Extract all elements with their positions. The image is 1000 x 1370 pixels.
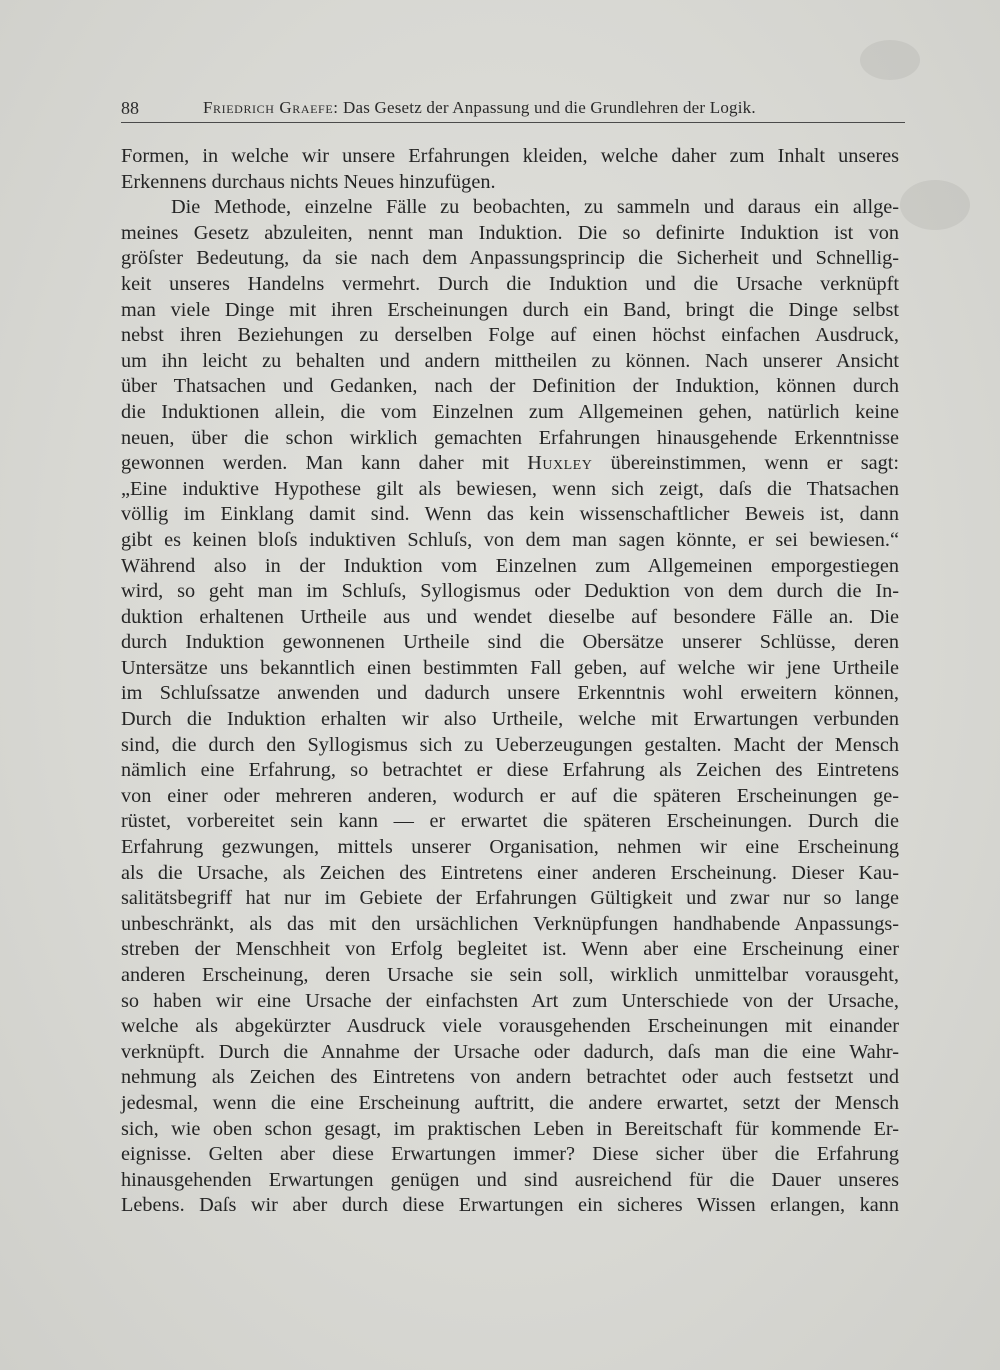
text-line: neuen, über die schon wirklich gemachten Erfahrungen hinausgehende Erkenntnisse bbox=[121, 426, 899, 449]
text-line: durch Induktion gewonnenen Urtheile sind die Obersätze unserer Schlüsse, deren bbox=[121, 631, 899, 654]
text-line-with-name bbox=[121, 451, 899, 477]
text-line: welche als abgekürzter Ausdruck viele vorausgehenden Erscheinungen mit einander bbox=[121, 1015, 899, 1038]
text-line: meines Gesetz abzuleiten, nennt man Induktion. Die so definirte Induktion ist von bbox=[121, 221, 899, 244]
paragraph-start-line: Die Methode, einzelne Fälle zu beobachten, zu sammeln und daraus ein allge- bbox=[171, 196, 899, 219]
text-segment: übereinstimmen, wenn er sagt: bbox=[592, 452, 900, 475]
paper-stain bbox=[860, 40, 920, 80]
text-line: streben der Menschheit von Erfolg begleitet ist. Wenn aber eine Erscheinung einer bbox=[121, 938, 899, 961]
text-line: um ihn leicht zu behalten und andern mittheilen zu können. Nach unserer Ansicht bbox=[121, 349, 899, 372]
text-line: duktion erhaltenen Urtheile aus und wendet dieselbe auf besondere Fälle an. Die bbox=[121, 605, 899, 628]
text-line: jedesmal, wenn die eine Erscheinung auftritt, die andere erwartet, setzt der Mensch bbox=[121, 1091, 899, 1114]
text-line: Lebens. Daſs wir aber durch diese Erwartungen ein sicheres Wissen erlangen, kann bbox=[121, 1194, 899, 1217]
text-line: verknüpft. Durch die Annahme der Ursache oder dadurch, daſs man die eine Wahr- bbox=[121, 1040, 899, 1063]
text-line: sich, wie oben schon gesagt, im praktischen Leben in Bereitschaft für kommende Er- bbox=[121, 1117, 899, 1140]
text-line: nämlich eine Erfahrung, so betrachtet er diese Erfahrung als Zeichen des Eintretens bbox=[121, 759, 899, 782]
text-line: „Eine induktive Hypothese gilt als bewiesen, wenn sich zeigt, daſs die Thatsachen bbox=[121, 477, 899, 500]
text-segment: gewonnen werden. Man kann daher mit bbox=[121, 452, 509, 475]
text-line: gröſster Bedeutung, da sie nach dem Anpassungsprincip die Sicherheit und Schnellig- bbox=[121, 247, 899, 270]
text-line: Erkennens durchaus nichts Neues hinzufügen. bbox=[121, 170, 496, 193]
text-line: eignisse. Gelten aber diese Erwartungen immer? Diese sicher über die Erfahrung bbox=[121, 1143, 899, 1166]
text-line: nehmung als Zeichen des Eintretens von andern betrachtet oder auch festsetzt und bbox=[121, 1066, 899, 1089]
text-line: die Induktionen allein, die vom Einzelnen zum Allgemeinen gehen, natürlich keine bbox=[121, 400, 899, 423]
text-line: wird, so geht man im Schluſs, Syllogismus oder Deduktion von dem durch die In- bbox=[121, 580, 899, 603]
text-line: im Schluſssatze anwenden und dadurch unsere Erkenntnis wohl erweitern können, bbox=[121, 682, 899, 705]
person-name-huxley: Huxley bbox=[527, 452, 593, 475]
body-text bbox=[121, 144, 899, 1219]
text-line: über Thatsachen und Gedanken, nach der Definition der Induktion, können durch bbox=[121, 375, 899, 398]
text-line: Erfahrung gezwungen, mittels unserer Organisation, nehmen wir eine Erscheinung bbox=[121, 836, 899, 859]
text-line: salitätsbegriff hat nur im Gebiete der Erfahrungen Gültigkeit und zwar nur so lange bbox=[121, 887, 899, 910]
text-line: man viele Dinge mit ihren Erscheinungen durch ein Band, bringt die Dinge selbst bbox=[121, 298, 899, 321]
text-line: gibt es keinen bloſs induktiven Schluſs, von dem man sagen könnte, er sei bewiesen.“ bbox=[121, 528, 899, 551]
text-line: anderen Erscheinung, deren Ursache sie sein soll, wirklich unmittelbar vorausgeht, bbox=[121, 964, 899, 986]
text-line: hinausgehenden Erwartungen genügen und sind ausreichend für die Dauer unseres bbox=[121, 1168, 899, 1191]
text-line: Während also in der Induktion vom Einzelnen zum Allgemeinen emporgestiegen bbox=[121, 554, 899, 577]
text-line: so haben wir eine Ursache der einfachsten Art zum Unterschiede von der Ursache, bbox=[121, 989, 899, 1012]
text-line: Untersätze uns bekanntlich einen bestimmten Fall geben, auf welche wir jene Urtheile bbox=[121, 656, 899, 679]
text-line: als die Ursache, als Zeichen des Eintretens einer anderen Erscheinung. Dieser Kau- bbox=[121, 861, 899, 884]
author-name: Friedrich Graefe: bbox=[203, 98, 339, 117]
text-line: Durch die Induktion erhalten wir also Urtheile, welche mit Erwartungen verbunden bbox=[121, 708, 899, 731]
running-title bbox=[203, 98, 756, 118]
text-line: völlig im Einklang damit sind. Wenn das kein wissenschaftlicher Beweis ist, dann bbox=[121, 503, 899, 526]
paper-stain bbox=[900, 180, 970, 230]
text-line: unbeschränkt, als das mit den ursächlichen Verknüpfungen handhabende Anpassungs- bbox=[121, 912, 899, 935]
text-line: keit unseres Handelns vermehrt. Durch die Induktion und die Ursache verknüpft bbox=[121, 272, 899, 295]
text-line: nebst ihren Beziehungen zu derselben Folge auf einen höchst einfachen Ausdruck, bbox=[121, 324, 899, 347]
text-line: Formen, in welche wir unsere Erfahrungen kleiden, welche daher zum Inhalt unseres bbox=[121, 145, 899, 167]
running-header bbox=[121, 96, 905, 123]
page-number: 88 bbox=[121, 98, 139, 118]
text-line: rüstet, vorbereitet sein kann — er erwartet die späteren Erscheinungen. Durch die bbox=[121, 810, 899, 833]
text-line: von einer oder mehreren anderen, wodurch er auf die späteren Erscheinungen ge- bbox=[121, 784, 899, 807]
book-title: Das Gesetz der Anpassung und die Grundlehren der Logik. bbox=[338, 98, 756, 117]
text-line: sind, die durch den Syllogismus sich zu Ueberzeugungen gestalten. Macht der Mensch bbox=[121, 733, 899, 756]
